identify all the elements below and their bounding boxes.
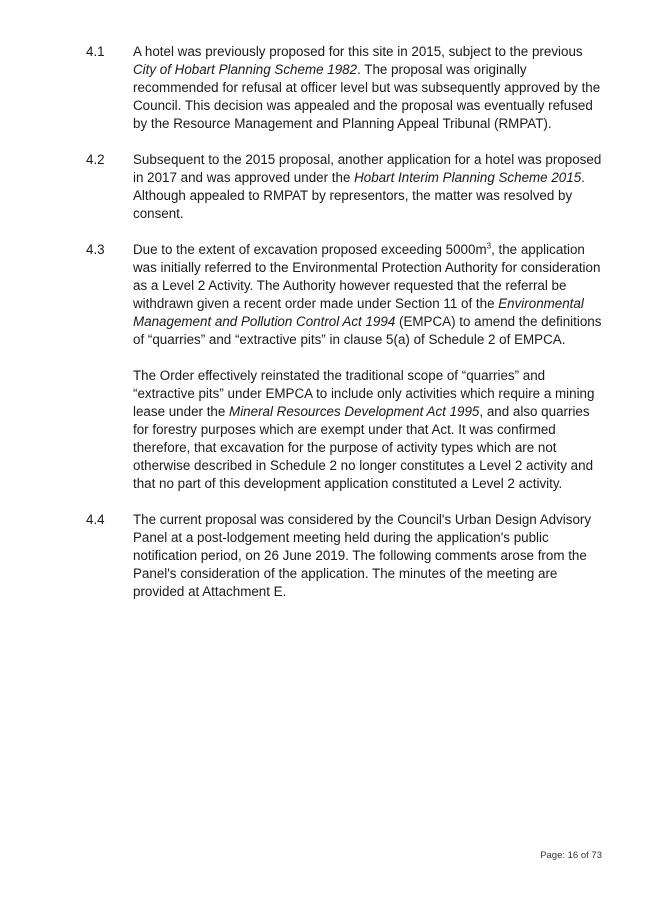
section-number: 4.3 xyxy=(86,242,105,257)
paragraph xyxy=(133,151,606,223)
section-4-4 xyxy=(86,511,606,601)
paragraph-text: (EMPCA) to amend the definitions of “quarries” and “extractive pits” in clause 5(a) of Schedule 2 of EMPCA. xyxy=(133,314,602,347)
section-4-3 xyxy=(86,241,606,493)
section-number: 4.2 xyxy=(86,152,105,167)
paragraph xyxy=(133,367,606,493)
section-4-1 xyxy=(86,43,606,133)
section-4-2 xyxy=(86,151,606,223)
paragraph-text: , the application was initially referred to the Environmental Protection Authority for consideration as a Level 2 Activity. The Authority however requested that the referral be withdrawn given a recent order made under Section 11 of the xyxy=(133,242,601,311)
paragraph-text: Due to the extent of excavation proposed exceeding 5000m xyxy=(133,242,487,257)
paragraph-text: The Order effectively reinstated the traditional scope of “quarries” and “extractive pits” under EMPCA to include only activities which require a mining lease under the xyxy=(133,368,595,419)
section-number: 4.4 xyxy=(86,512,105,527)
paragraph xyxy=(133,241,606,349)
section-body xyxy=(133,43,606,133)
section-body xyxy=(133,151,606,223)
paragraph-text: . Although appealed to RMPAT by representors, the matter was resolved by consent. xyxy=(133,170,585,221)
section-body xyxy=(133,241,606,493)
paragraph-text: Subsequent to the 2015 proposal, another application for a hotel was proposed in 2017 and was approved under the xyxy=(133,152,602,185)
cited-planning-scheme: Hobart Interim Planning Scheme 2015 xyxy=(354,170,582,185)
paragraph-text: . The proposal was originally recommended for refusal at officer level but was subsequently approved by the Council. This decision was appealed and the proposal was eventually refused by the Resource Management and Planning Appeal Tribunal (RMPAT). xyxy=(133,62,601,131)
cited-act: Mineral Resources Development Act 1995 xyxy=(229,404,480,419)
section-body xyxy=(133,511,606,601)
paragraph xyxy=(133,43,606,133)
superscript: 3 xyxy=(486,241,492,251)
page-number: Page: 16 of 73 xyxy=(540,850,602,861)
paragraph xyxy=(133,511,606,601)
paragraph-text: A hotel was previously proposed for this site in 2015, subject to the previous xyxy=(133,44,583,59)
paragraph-text: , and also quarries for forestry purposes which are exempt under that Act. It was confirmed therefore, that excavation for the purpose of activity types which are not otherwise described in Schedule 2 no longer constitutes a Level 2 activity and that no part of this development application constituted a Level 2 activity. xyxy=(133,404,594,491)
section-number: 4.1 xyxy=(86,44,105,59)
cited-planning-scheme: City of Hobart Planning Scheme 1982 xyxy=(133,62,358,77)
paragraph-text: The current proposal was considered by the Council's Urban Design Advisory Panel at a post-lodgement meeting held during the application's public notification period, on 26 June 2019. The following comments arose from the Panel's consideration of the application. The minutes of the meeting are provided at Attachment E. xyxy=(133,512,592,599)
cited-act: Environmental Management and Pollution Control Act 1994 xyxy=(133,296,584,329)
